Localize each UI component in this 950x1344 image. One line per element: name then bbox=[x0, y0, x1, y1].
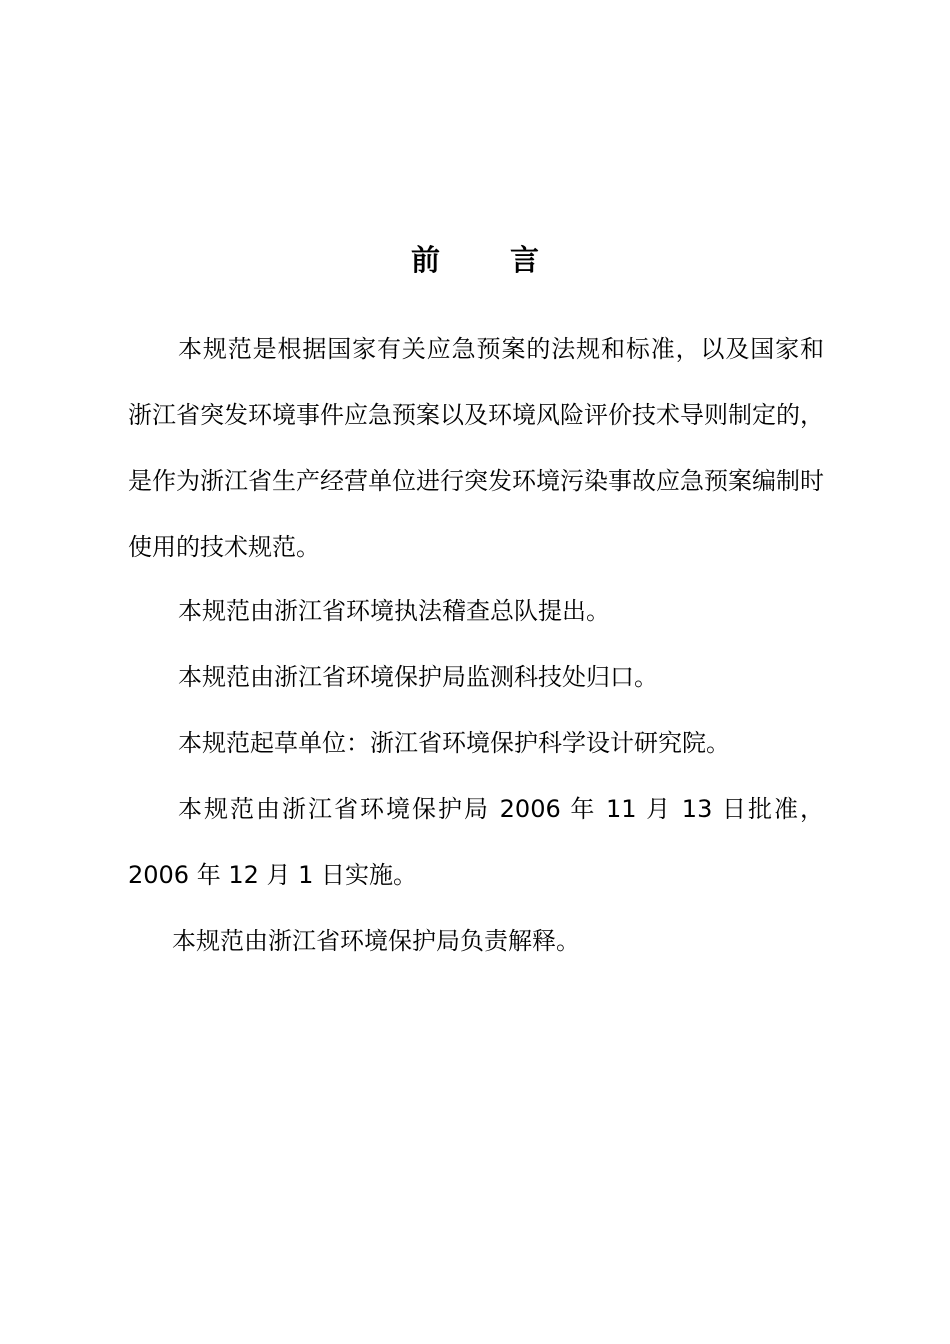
page-title: 前 言 bbox=[410, 243, 570, 277]
paragraph-drafter: 本规范起草单位：浙江省环境保护科学设计研究院。 bbox=[178, 729, 730, 757]
paragraph-interpretation: 本规范由浙江省环境保护局负责解释。 bbox=[172, 927, 580, 955]
paragraph-basis: 本规范是根据国家有关应急预案的法规和标准，以及国家和浙江省突发环境事件应急预案以及环境风险评价技术导则制定的，是作为浙江省生产经营单位进行突发环境污染事故应急预案编制时使用的技术规范。 bbox=[128, 335, 824, 561]
paragraph-administrator: 本规范由浙江省环境保护局监测科技处归口。 bbox=[178, 663, 658, 691]
paragraph-approval-dates: 本规范由浙江省环境保护局 2006 年 11 月 13 日批准，2006 年 12 月 1 日实施。 bbox=[128, 795, 824, 889]
paragraph-proposer: 本规范由浙江省环境执法稽查总队提出。 bbox=[178, 597, 610, 625]
